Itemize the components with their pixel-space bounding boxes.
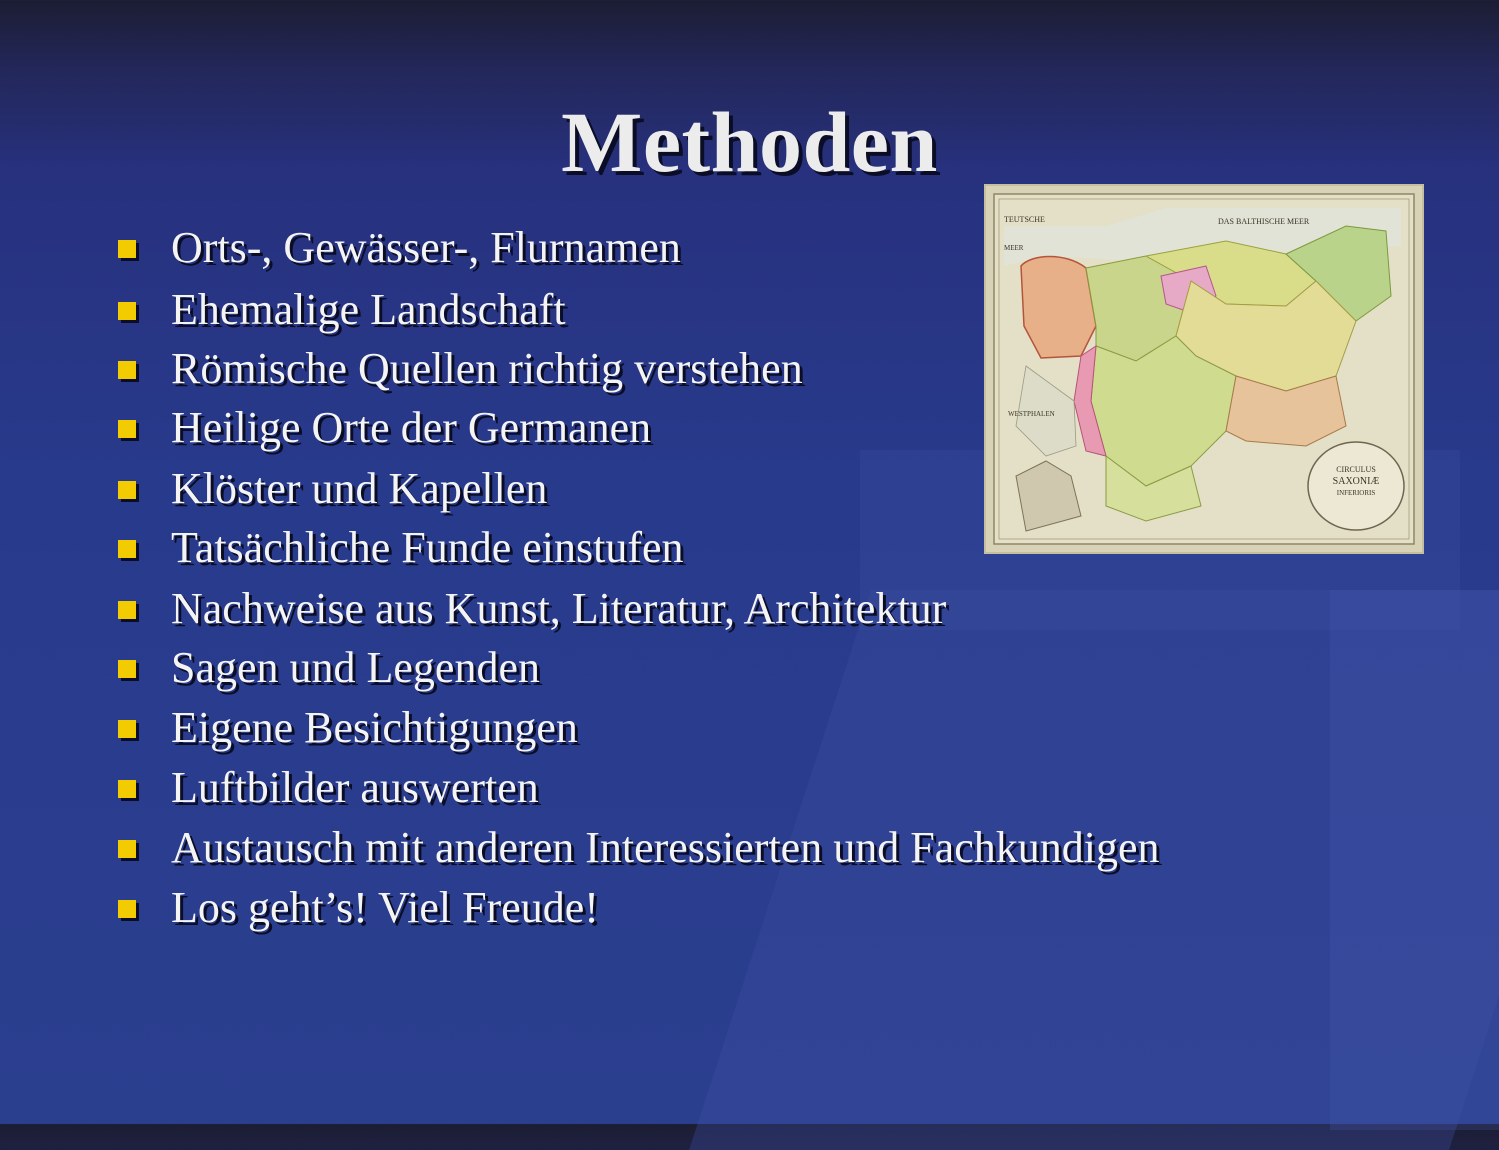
bullet-text: Orts-, Gewässer-, Flurnamen <box>171 223 681 272</box>
square-bullet-icon <box>118 780 136 798</box>
square-bullet-icon <box>118 420 136 438</box>
bullet-text: Los geht’s! Viel Freude! <box>171 883 599 932</box>
square-bullet-icon <box>118 361 136 379</box>
bullet-text: Sagen und Legenden <box>171 643 540 692</box>
square-bullet-icon <box>118 240 136 258</box>
map-label: SAXONIÆ <box>1332 476 1380 487</box>
square-bullet-icon <box>118 840 136 858</box>
square-bullet-icon <box>118 481 136 499</box>
bullet-text: Austausch mit anderen Interessierten und Fachkundigen <box>171 823 1160 872</box>
bullet-text: Ehemalige Landschaft <box>171 285 566 334</box>
square-bullet-icon <box>118 900 136 918</box>
square-bullet-icon <box>118 601 136 619</box>
map-label: MEER <box>1004 244 1024 252</box>
bullet-text: Klöster und Kapellen <box>171 464 548 513</box>
map-illustration <box>986 186 1422 552</box>
bullet-text: Römische Quellen richtig verstehen <box>171 344 803 393</box>
bullet-text: Eigene Besichtigungen <box>171 703 578 752</box>
bullet-text: Heilige Orte der Germanen <box>171 403 652 452</box>
map-label: TEUTSCHE <box>1004 215 1045 224</box>
square-bullet-icon <box>118 660 136 678</box>
bullet-text: Nachweise aus Kunst, Literatur, Architektur <box>171 584 947 633</box>
bullet-text: Luftbilder auswerten <box>171 763 539 812</box>
square-bullet-icon <box>118 720 136 738</box>
square-bullet-icon <box>118 540 136 558</box>
map-label: INFERIORIS <box>1336 489 1376 497</box>
map-label: WESTPHALEN <box>1008 410 1055 418</box>
historic-map-image <box>984 184 1424 554</box>
map-region <box>1021 257 1096 359</box>
bullet-text: Tatsächliche Funde einstufen <box>171 523 684 572</box>
slide-title: Methoden <box>561 94 938 190</box>
map-label: DAS BALTHISCHE MEER <box>1218 217 1310 226</box>
background-shape <box>1330 590 1499 1130</box>
square-bullet-icon <box>118 302 136 320</box>
map-label: CIRCULUS <box>1336 465 1376 474</box>
